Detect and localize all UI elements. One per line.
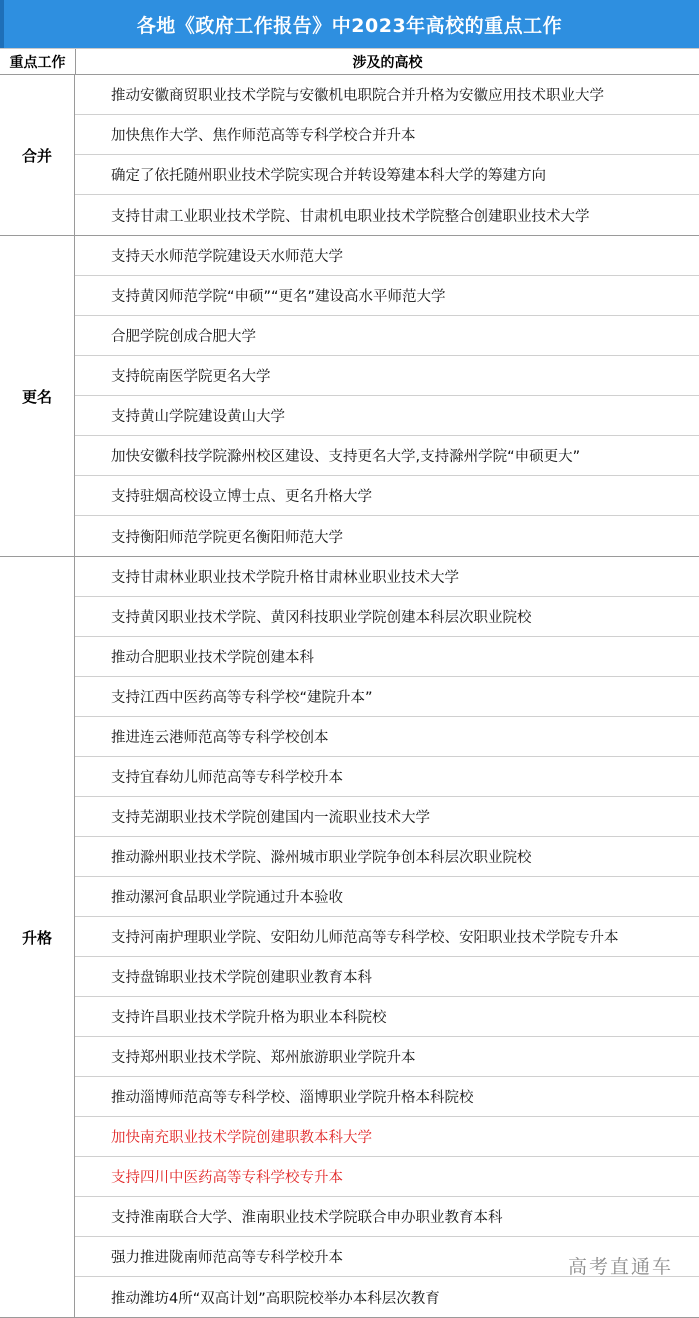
table-row: 加快安徽科技学院滁州校区建设、支持更名大学,支持滁州学院“申硕更大” bbox=[75, 436, 699, 476]
table-row: 加快南充职业技术学院创建职教本科大学 bbox=[75, 1117, 699, 1157]
table-row: 确定了依托随州职业技术学院实现合并转设筹建本科大学的筹建方向 bbox=[75, 155, 699, 195]
table-row: 支持甘肃工业职业技术学院、甘肃机电职业技术学院整合创建职业技术大学 bbox=[111, 208, 590, 225]
watermark: 高考直通车 bbox=[567, 1256, 673, 1278]
table-row: 支持宜春幼儿师范高等专科学校升本 bbox=[75, 757, 699, 797]
table-row: 加快焦作大学、焦作师范高等专科学校合并升本 bbox=[75, 115, 699, 155]
table-row: 支持盘锦职业技术学院创建职业教育本科 bbox=[75, 957, 699, 997]
table-row: 支持河南护理职业学院、安阳幼儿师范高等专科学校、安阳职业技术学院专升本 bbox=[75, 917, 699, 957]
table-row: 合肥学院创成合肥大学 bbox=[75, 316, 699, 356]
table-row: 推动淄博师范高等专科学校、淄博职业学院升格本科院校 bbox=[75, 1077, 699, 1117]
table-row: 支持天水师范学院建设天水师范大学 bbox=[75, 236, 699, 276]
table-row: 推进连云港师范高等专科学校创本 bbox=[75, 717, 699, 757]
table-row: 推动漯河食品职业学院通过升本验收 bbox=[75, 877, 699, 917]
table-row: 支持四川中医药高等专科学校专升本 bbox=[75, 1157, 699, 1197]
group-2 bbox=[0, 557, 699, 1318]
table-row: 支持淮南联合大学、淮南职业技术学院联合申办职业教育本科 bbox=[75, 1197, 699, 1237]
table-row: 强力推进陇南师范高等专科学校升本 bbox=[75, 1237, 699, 1277]
header-universities: 涉及的高校 bbox=[352, 54, 423, 71]
table-row: 支持黄冈师范学院“申硕”“更名”建设高水平师范大学 bbox=[75, 276, 699, 316]
table-row: 支持黄山学院建设黄山大学 bbox=[75, 396, 699, 436]
table-header bbox=[0, 48, 699, 75]
group-rows bbox=[75, 236, 699, 556]
page-title: 各地《政府工作报告》中2023年高校的重点工作 bbox=[0, 0, 699, 48]
table-row: 支持许昌职业技术学院升格为职业本科院校 bbox=[75, 997, 699, 1037]
table-row: 推动潍坊4所“双高计划”高职院校举办本科层次教育 bbox=[111, 1290, 440, 1307]
table-row: 支持甘肃林业职业技术学院升格甘肃林业职业技术大学 bbox=[75, 557, 699, 597]
category-label: 升格 bbox=[0, 557, 75, 1317]
header-focus-work: 重点工作 bbox=[0, 49, 76, 74]
table-row: 支持江西中医药高等专科学校“建院升本” bbox=[75, 677, 699, 717]
category-label: 更名 bbox=[0, 236, 75, 556]
table-row: 支持衡阳师范学院更名衡阳师范大学 bbox=[111, 529, 343, 546]
table-row: 支持郑州职业技术学院、郑州旅游职业学院升本 bbox=[75, 1037, 699, 1077]
table-row: 推动滁州职业技术学院、滁州城市职业学院争创本科层次职业院校 bbox=[75, 837, 699, 877]
group-rows bbox=[75, 75, 699, 235]
group-0 bbox=[0, 75, 699, 236]
table-row: 支持驻烟高校设立博士点、更名升格大学 bbox=[75, 476, 699, 516]
category-label: 合并 bbox=[0, 75, 75, 235]
group-1 bbox=[0, 236, 699, 557]
table-row: 支持黄冈职业技术学院、黄冈科技职业学院创建本科层次职业院校 bbox=[75, 597, 699, 637]
table-row: 推动合肥职业技术学院创建本科 bbox=[75, 637, 699, 677]
work-table bbox=[0, 75, 699, 1318]
table-row: 支持皖南医学院更名大学 bbox=[75, 356, 699, 396]
group-rows bbox=[75, 557, 699, 1317]
table-row: 推动安徽商贸职业技术学院与安徽机电职院合并升格为安徽应用技术职业大学 bbox=[75, 75, 699, 115]
table-row: 支持芜湖职业技术学院创建国内一流职业技术大学 bbox=[75, 797, 699, 837]
